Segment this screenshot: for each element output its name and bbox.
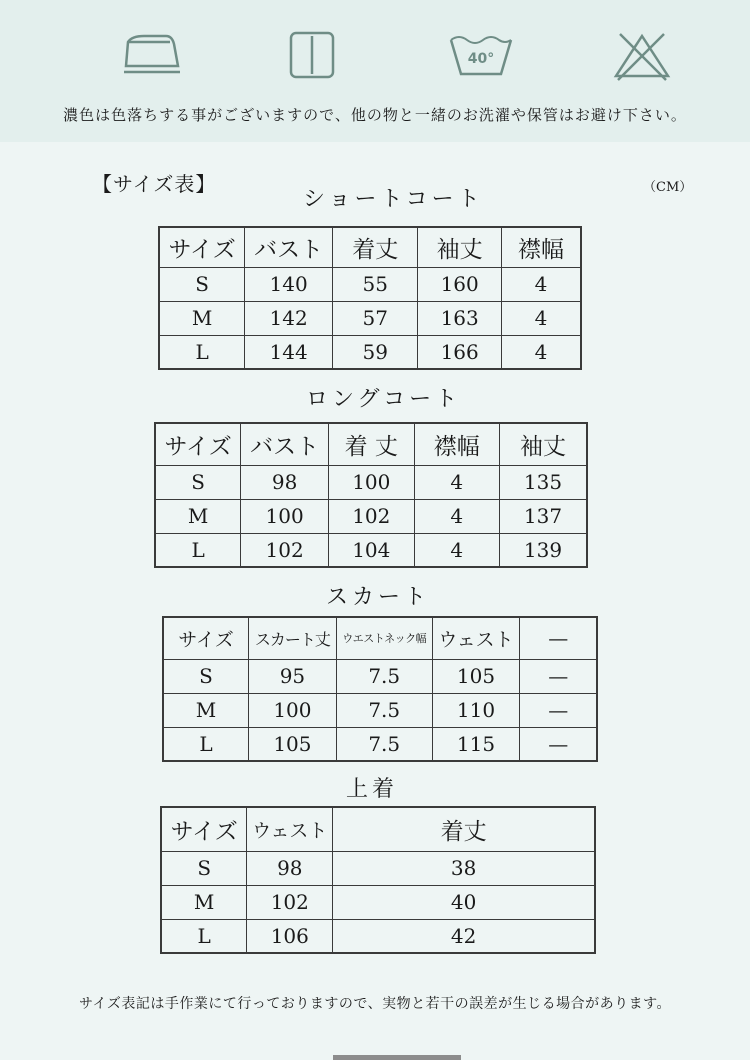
size-cell: S bbox=[163, 659, 249, 693]
wash-temperature: 40° bbox=[467, 51, 495, 67]
table-row bbox=[159, 267, 581, 301]
table-row bbox=[161, 885, 595, 919]
no-bleach-icon bbox=[612, 30, 672, 82]
table-cell: 160 bbox=[418, 267, 501, 301]
header-cell: 襟幅 bbox=[501, 227, 581, 267]
table-cell: 59 bbox=[332, 335, 417, 369]
table-cell: 105 bbox=[432, 659, 520, 693]
table-cell: — bbox=[520, 693, 597, 727]
wash-40-icon bbox=[447, 30, 515, 80]
size-cell: S bbox=[161, 851, 247, 885]
table-cell: 57 bbox=[332, 301, 417, 335]
header-cell: サイズ bbox=[155, 423, 241, 465]
header-cell: サイズ bbox=[159, 227, 245, 267]
table-cell: 139 bbox=[500, 533, 587, 567]
table-cell: 102 bbox=[247, 885, 333, 919]
table-row bbox=[163, 693, 597, 727]
long-coat-title: ロングコート bbox=[306, 387, 462, 412]
size-cell: S bbox=[155, 465, 241, 499]
table-cell: — bbox=[520, 727, 597, 761]
table-cell: 100 bbox=[241, 499, 329, 533]
table-cell: — bbox=[520, 659, 597, 693]
table-cell: 105 bbox=[249, 727, 337, 761]
table-cell: 100 bbox=[249, 693, 337, 727]
table-cell: 4 bbox=[414, 465, 499, 499]
table-cell: 142 bbox=[245, 301, 333, 335]
table-header-row bbox=[155, 423, 587, 465]
table-cell: 106 bbox=[247, 919, 333, 953]
table-cell: 115 bbox=[432, 727, 520, 761]
table-row bbox=[161, 851, 595, 885]
table-cell: 135 bbox=[500, 465, 587, 499]
table-row bbox=[161, 919, 595, 953]
table-cell: 38 bbox=[333, 851, 595, 885]
table-row bbox=[159, 301, 581, 335]
table-cell: 4 bbox=[414, 499, 499, 533]
table-header-row bbox=[161, 807, 595, 851]
header-cell: 襟幅 bbox=[414, 423, 499, 465]
header-cell: バスト bbox=[245, 227, 333, 267]
table-cell: 144 bbox=[245, 335, 333, 369]
header-cell: 着丈 bbox=[332, 227, 417, 267]
table-cell: 4 bbox=[501, 301, 581, 335]
table-cell: 98 bbox=[241, 465, 329, 499]
table-cell: 110 bbox=[432, 693, 520, 727]
footer-note: サイズ表記は手作業にて行っておりますので、実物と若干の誤差が生じる場合があります。 bbox=[79, 996, 671, 1012]
table-cell: 104 bbox=[329, 533, 415, 567]
skirt-table bbox=[162, 616, 598, 762]
skirt-title: スカート bbox=[326, 585, 431, 610]
table-cell: 4 bbox=[501, 335, 581, 369]
scroll-indicator bbox=[333, 1055, 461, 1060]
size-cell: M bbox=[155, 499, 241, 533]
header-cell: ウェスト bbox=[247, 807, 333, 851]
size-cell: M bbox=[159, 301, 245, 335]
header-cell: ウェスト bbox=[432, 617, 520, 659]
table-cell: 42 bbox=[333, 919, 595, 953]
iron-icon bbox=[122, 30, 182, 76]
table-header-row bbox=[159, 227, 581, 267]
header-cell: 着 丈 bbox=[329, 423, 415, 465]
header-cell: 袖丈 bbox=[418, 227, 501, 267]
header-cell: 袖丈 bbox=[500, 423, 587, 465]
table-row bbox=[155, 533, 587, 567]
table-cell: 95 bbox=[249, 659, 337, 693]
table-row bbox=[163, 727, 597, 761]
table-cell: 4 bbox=[414, 533, 499, 567]
table-cell: 100 bbox=[329, 465, 415, 499]
size-cell: S bbox=[159, 267, 245, 301]
short-coat-title: ショートコート bbox=[303, 187, 484, 212]
size-chart-label: 【サイズ表】 bbox=[92, 172, 217, 196]
table-cell: 4 bbox=[501, 267, 581, 301]
table-cell: 55 bbox=[332, 267, 417, 301]
tumble-dry-icon bbox=[288, 30, 336, 82]
size-cell: L bbox=[163, 727, 249, 761]
table-row bbox=[155, 499, 587, 533]
short-coat-table bbox=[158, 226, 582, 370]
header-cell: サイズ bbox=[161, 807, 247, 851]
table-row bbox=[155, 465, 587, 499]
header-cell: スカート丈 bbox=[249, 617, 337, 659]
header-cell: 着丈 bbox=[333, 807, 595, 851]
size-cell: M bbox=[161, 885, 247, 919]
table-cell: 7.5 bbox=[336, 727, 432, 761]
care-note: 濃色は色落ちする事がございますので、他の物と一緒のお洗濯や保管はお避け下さい。 bbox=[63, 106, 687, 124]
long-coat-table bbox=[154, 422, 588, 568]
table-header-row bbox=[163, 617, 597, 659]
size-cell: M bbox=[163, 693, 249, 727]
table-cell: 163 bbox=[418, 301, 501, 335]
table-cell: 102 bbox=[241, 533, 329, 567]
table-cell: 166 bbox=[418, 335, 501, 369]
table-cell: 40 bbox=[333, 885, 595, 919]
jacket-table bbox=[160, 806, 596, 954]
table-cell: 102 bbox=[329, 499, 415, 533]
header-cell: サイズ bbox=[163, 617, 249, 659]
table-cell: 137 bbox=[500, 499, 587, 533]
header-cell: ウエストネック幅 bbox=[336, 617, 432, 659]
size-cell: L bbox=[161, 919, 247, 953]
table-cell: 7.5 bbox=[336, 659, 432, 693]
size-cell: L bbox=[155, 533, 241, 567]
table-cell: 98 bbox=[247, 851, 333, 885]
table-row bbox=[159, 335, 581, 369]
table-cell: 140 bbox=[245, 267, 333, 301]
table-cell: 7.5 bbox=[336, 693, 432, 727]
table-row bbox=[163, 659, 597, 693]
header-cell: — bbox=[520, 617, 597, 659]
size-cell: L bbox=[159, 335, 245, 369]
unit-label: （CM） bbox=[643, 180, 693, 195]
header-cell: バスト bbox=[241, 423, 329, 465]
jacket-title: 上着 bbox=[346, 777, 399, 802]
